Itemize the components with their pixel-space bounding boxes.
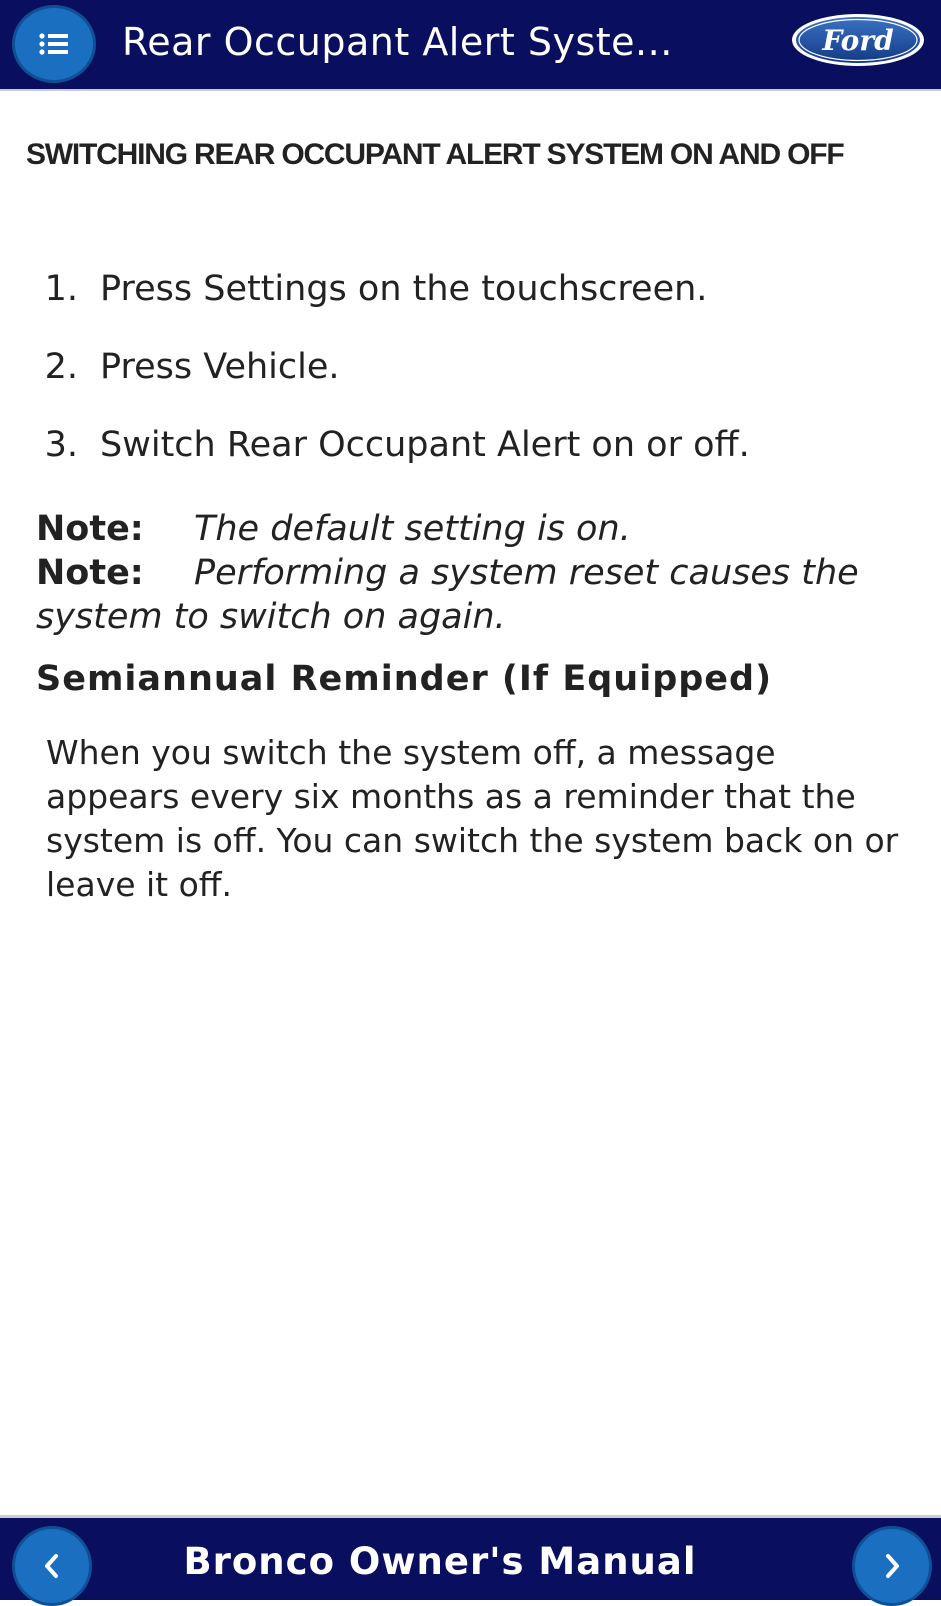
header-bar <box>0 0 941 91</box>
next-page-button[interactable] <box>852 1526 932 1606</box>
list-item <box>0 347 941 425</box>
step-text: Press Settings on the touchscreen. <box>100 269 708 309</box>
list-icon <box>39 32 69 56</box>
step-number: 2. <box>44 347 78 387</box>
step-number: 3. <box>44 425 78 465</box>
step-text: Press Vehicle. <box>100 347 340 387</box>
note <box>36 507 916 551</box>
note-label: Note: <box>36 553 144 593</box>
manual-title: Bronco Owner's Manual <box>183 1540 697 1583</box>
subheading: Semiannual Reminder (If Equipped) <box>36 659 773 699</box>
chevron-right-icon <box>881 1553 903 1579</box>
list-item <box>0 269 941 347</box>
chevron-left-icon <box>41 1553 63 1579</box>
ford-logo <box>790 12 926 72</box>
footer-bar <box>0 1515 941 1600</box>
step-text: Switch Rear Occupant Alert on or off. <box>100 425 750 465</box>
note-text: The default setting is on. <box>194 509 631 549</box>
note-text: Performing a system reset causes the system to switch on again. <box>36 553 859 637</box>
section-heading: SWITCHING REAR OCCUPANT ALERT SYSTEM ON AND OFF <box>26 138 844 171</box>
note-label: Note: <box>36 509 144 549</box>
steps-list <box>0 269 941 503</box>
list-item <box>0 425 941 503</box>
body-paragraph: When you switch the system off, a message appears every six months as a reminder that the system is off. You can switch the system back on or leave it off. <box>46 733 899 904</box>
notes <box>36 507 916 639</box>
ford-logo-text: Ford <box>822 24 894 57</box>
page-title: Rear Occupant Alert Syste... <box>122 20 673 64</box>
previous-page-button[interactable] <box>12 1526 92 1606</box>
note <box>36 551 916 639</box>
menu-button[interactable] <box>12 5 96 83</box>
step-number: 1. <box>44 269 78 309</box>
